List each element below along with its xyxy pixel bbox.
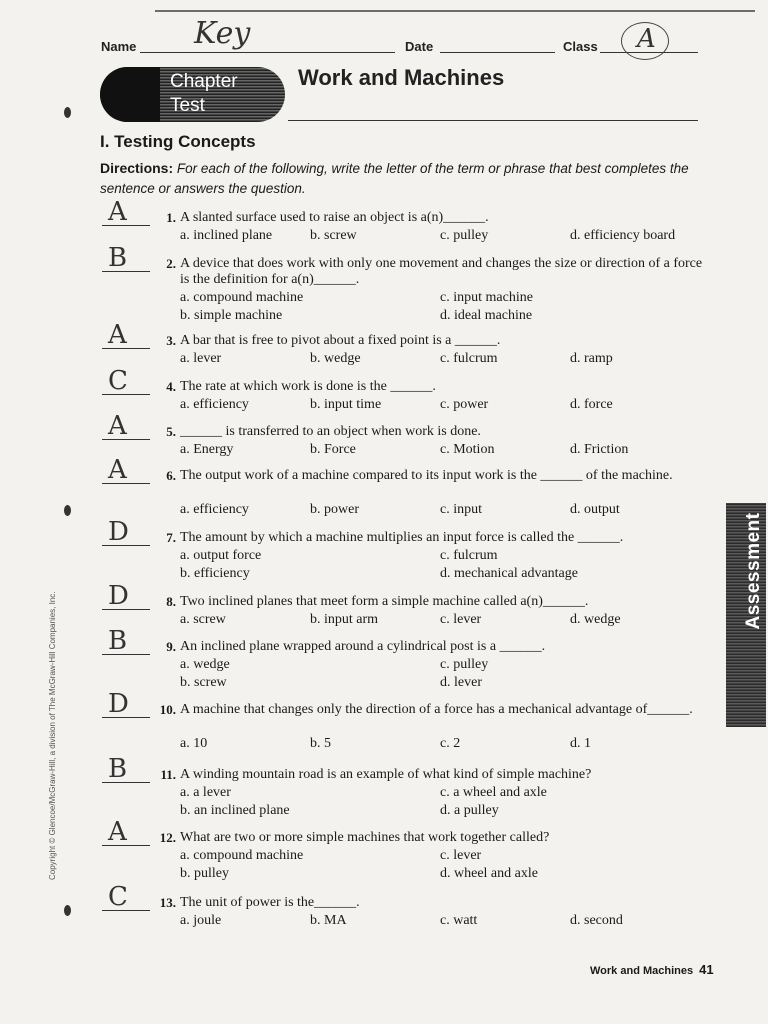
option-text: joule xyxy=(193,913,222,928)
option-a xyxy=(180,502,249,518)
option-text: 1 xyxy=(584,736,591,751)
question-number: 5. xyxy=(166,424,176,439)
question-7 xyxy=(100,517,710,588)
option-text: lever xyxy=(453,612,482,627)
option-letter: d. xyxy=(570,442,581,457)
option-text: wheel and axle xyxy=(454,866,538,881)
option-letter: c. xyxy=(440,736,450,751)
question-stem: A bar that is free to pivot about a fixed point is a ______. xyxy=(180,333,501,348)
option-text: input time xyxy=(324,397,382,412)
option-text: a pulley xyxy=(454,803,499,818)
option-text: screw xyxy=(324,228,357,243)
name-line xyxy=(140,52,395,53)
handwritten-answer: B xyxy=(108,626,128,656)
option-a xyxy=(180,351,221,367)
option-letter: d. xyxy=(570,612,581,627)
option-text: pulley xyxy=(194,866,229,881)
option-letter: a. xyxy=(180,442,190,457)
option-text: input arm xyxy=(324,612,379,627)
option-letter: b. xyxy=(310,736,321,751)
option-d xyxy=(570,502,620,518)
page-title: Work and Machines xyxy=(298,65,505,90)
option-letter: b. xyxy=(180,803,191,818)
question-stem: A winding mountain road is an example of what kind of simple machine? xyxy=(180,767,592,782)
option-letter: b. xyxy=(310,502,321,517)
option-letter: b. xyxy=(310,442,321,457)
option-text: inclined plane xyxy=(193,228,273,243)
option-text: watt xyxy=(453,913,478,928)
option-text: 5 xyxy=(324,736,331,751)
handwritten-answer: A xyxy=(108,817,127,847)
option-c xyxy=(440,548,498,564)
option-text: second xyxy=(584,913,623,928)
option-letter: b. xyxy=(180,675,191,690)
option-c xyxy=(440,848,481,864)
question-stem: The rate at which work is done is the ______. xyxy=(180,379,436,394)
question-9 xyxy=(100,626,710,697)
option-d xyxy=(570,612,621,628)
option-b xyxy=(310,502,359,518)
option-letter: b. xyxy=(180,566,191,581)
class-label: Class xyxy=(563,39,598,54)
answer-blank[interactable] xyxy=(102,517,150,547)
option-text: an inclined plane xyxy=(194,803,290,818)
option-c xyxy=(440,785,547,801)
question-number: 1. xyxy=(166,210,176,225)
punch-hole-middle xyxy=(64,505,71,516)
question-6 xyxy=(100,455,710,526)
handwritten-answer: C xyxy=(108,882,128,912)
option-text: power xyxy=(453,397,489,412)
question-13 xyxy=(100,882,710,953)
question-number: 10. xyxy=(159,702,176,717)
answer-blank[interactable] xyxy=(102,455,150,485)
option-text: Motion xyxy=(453,442,495,457)
option-d xyxy=(570,913,623,929)
option-letter: a. xyxy=(180,351,190,366)
option-text: efficiency xyxy=(194,566,250,581)
handwritten-answer: A xyxy=(108,455,127,485)
question-stem: What are two or more simple machines that work together called? xyxy=(180,830,550,845)
section-heading: I. Testing Concepts xyxy=(100,132,256,151)
option-text: efficiency xyxy=(193,397,249,412)
answer-blank[interactable] xyxy=(102,411,150,441)
question-stem: The unit of power is the______. xyxy=(180,895,360,910)
option-d xyxy=(570,228,675,244)
option-text: pulley xyxy=(453,228,489,243)
handwritten-answer: A xyxy=(108,411,127,441)
question-stem: An inclined plane wrapped around a cylindrical post is a ______. xyxy=(180,639,546,654)
option-letter: c. xyxy=(440,657,450,672)
option-d xyxy=(440,566,578,582)
question-number: 12. xyxy=(159,830,176,845)
answer-blank[interactable] xyxy=(102,581,150,611)
option-letter: c. xyxy=(440,848,450,863)
option-text: wedge xyxy=(324,351,361,366)
question-number: 6. xyxy=(166,468,176,483)
chapter-badge-line2: Test xyxy=(170,95,205,116)
question-11 xyxy=(100,754,710,825)
option-text: fulcrum xyxy=(453,548,498,563)
page-number: 41 xyxy=(699,962,714,977)
question-number: 4. xyxy=(166,379,176,394)
option-letter: d. xyxy=(570,502,581,517)
option-d xyxy=(570,351,613,367)
option-letter: a. xyxy=(180,913,190,928)
option-a xyxy=(180,397,249,413)
question-stem: The output work of a machine compared to its input work is the ______ of the machine. xyxy=(180,468,673,483)
answer-blank[interactable] xyxy=(102,320,150,350)
option-letter: d. xyxy=(570,351,581,366)
option-letter: c. xyxy=(440,612,450,627)
answer-blank[interactable] xyxy=(102,626,150,656)
option-letter: a. xyxy=(180,290,190,305)
option-b xyxy=(310,736,331,752)
option-text: ramp xyxy=(584,351,613,366)
question-stem: ______ is transferred to an object when work is done. xyxy=(180,424,481,439)
punch-hole-bottom xyxy=(64,905,71,916)
question-stem: A slanted surface used to raise an object is a(n)______. xyxy=(180,210,489,225)
option-letter: c. xyxy=(440,548,450,563)
option-text: wedge xyxy=(193,657,230,672)
option-text: compound machine xyxy=(193,290,304,305)
option-text: input xyxy=(453,502,482,517)
answer-blank[interactable] xyxy=(102,754,150,784)
option-letter: d. xyxy=(440,675,451,690)
question-10 xyxy=(100,689,710,760)
question-number: 2. xyxy=(166,256,176,271)
option-text: screw xyxy=(194,675,227,690)
option-a xyxy=(180,612,226,628)
option-a xyxy=(180,442,233,458)
option-b xyxy=(180,866,229,882)
option-letter: c. xyxy=(440,351,450,366)
option-c xyxy=(440,502,482,518)
option-text: a wheel and axle xyxy=(453,785,547,800)
question-number: 11. xyxy=(160,767,176,782)
question-stem: A machine that changes only the direction of a force has a mechanical advantage of______. xyxy=(180,702,693,717)
option-text: lever xyxy=(193,351,222,366)
option-a xyxy=(180,548,261,564)
option-letter: c. xyxy=(440,913,450,928)
option-letter: a. xyxy=(180,228,190,243)
name-label: Name xyxy=(101,39,137,54)
option-d xyxy=(440,308,532,324)
option-letter: d. xyxy=(570,228,581,243)
title-rule xyxy=(288,120,698,121)
option-letter: b. xyxy=(180,308,191,323)
option-text: lever xyxy=(453,848,482,863)
option-b xyxy=(310,612,378,628)
option-d xyxy=(570,397,613,413)
question-number: 3. xyxy=(166,333,176,348)
option-text: mechanical advantage xyxy=(454,566,578,581)
option-letter: a. xyxy=(180,736,190,751)
option-text: output force xyxy=(193,548,262,563)
copyright-notice: Copyright © Glencoe/McGraw-Hill, a division of The McGraw-Hill Companies, Inc. xyxy=(48,591,57,880)
question-number: 9. xyxy=(166,639,176,654)
option-text: 10 xyxy=(193,736,208,751)
option-b xyxy=(310,913,347,929)
handwritten-answer: B xyxy=(108,754,128,784)
handwritten-answer: A xyxy=(108,197,127,227)
option-text: input machine xyxy=(453,290,533,305)
option-letter: a. xyxy=(180,657,190,672)
option-text: efficiency board xyxy=(584,228,676,243)
option-text: pulley xyxy=(453,657,489,672)
question-12 xyxy=(100,817,710,888)
handwritten-answer: A xyxy=(108,320,127,350)
option-text: efficiency xyxy=(193,502,249,517)
option-text: MA xyxy=(324,913,347,928)
option-letter: d. xyxy=(440,308,451,323)
option-text: screw xyxy=(193,612,226,627)
option-letter: d. xyxy=(570,913,581,928)
option-a xyxy=(180,736,207,752)
option-d xyxy=(440,866,538,882)
directions xyxy=(100,158,700,199)
option-letter: a. xyxy=(180,502,190,517)
option-a xyxy=(180,848,303,864)
option-letter: c. xyxy=(440,442,450,457)
question-stem: The amount by which a machine multiplies an input force is called the ______. xyxy=(180,530,624,545)
scan-top-line xyxy=(155,10,755,12)
option-a xyxy=(180,228,272,244)
option-c xyxy=(440,290,533,306)
handwritten-answer: C xyxy=(108,366,128,396)
answer-blank[interactable] xyxy=(102,366,150,396)
option-text: wedge xyxy=(584,612,621,627)
answer-blank[interactable] xyxy=(102,689,150,719)
option-letter: c. xyxy=(440,290,450,305)
option-text: fulcrum xyxy=(453,351,498,366)
option-c xyxy=(440,228,488,244)
question-stem: A device that does work with only one movement and changes the size or direction of a force is the definition for a(n)______. xyxy=(180,256,703,287)
option-text: output xyxy=(584,502,620,517)
answer-blank[interactable] xyxy=(102,817,150,847)
class-handwriting: A xyxy=(637,24,656,54)
question-number: 13. xyxy=(159,895,176,910)
option-c xyxy=(440,913,477,929)
option-text: Force xyxy=(324,442,356,457)
handwritten-answer: D xyxy=(108,517,129,547)
option-b xyxy=(310,351,361,367)
option-letter: b. xyxy=(180,866,191,881)
option-letter: b. xyxy=(310,351,321,366)
option-c xyxy=(440,736,460,752)
option-text: compound machine xyxy=(193,848,304,863)
option-letter: c. xyxy=(440,228,450,243)
option-d xyxy=(570,736,591,752)
option-text: force xyxy=(584,397,613,412)
option-letter: d. xyxy=(570,736,581,751)
option-b xyxy=(180,803,290,819)
option-letter: c. xyxy=(440,785,450,800)
handwritten-answer: B xyxy=(108,243,128,273)
side-tab-label: Assessment xyxy=(743,512,764,630)
option-letter: a. xyxy=(180,548,190,563)
date-label: Date xyxy=(405,39,434,54)
option-letter: c. xyxy=(440,502,450,517)
option-text: ideal machine xyxy=(454,308,533,323)
option-letter: d. xyxy=(440,866,451,881)
question-number: 8. xyxy=(166,594,176,609)
option-d xyxy=(570,442,628,458)
option-c xyxy=(440,612,481,628)
name-handwriting: Key xyxy=(194,16,251,51)
option-letter: a. xyxy=(180,848,190,863)
option-a xyxy=(180,290,303,306)
option-c xyxy=(440,442,494,458)
option-a xyxy=(180,785,231,801)
date-line xyxy=(440,52,555,53)
option-b xyxy=(310,228,357,244)
footer-title: Work and Machines xyxy=(590,965,694,977)
directions-text: For each of the following, write the letter of the term or phrase that best completes the sentence or answers the question. xyxy=(100,161,689,196)
option-c xyxy=(440,351,498,367)
assessment-side-tab xyxy=(726,503,766,727)
question-number: 7. xyxy=(166,530,176,545)
option-letter: d. xyxy=(440,803,451,818)
handwritten-answer: D xyxy=(108,581,129,611)
option-text: Friction xyxy=(584,442,629,457)
option-text: a lever xyxy=(193,785,231,800)
chapter-badge-line1: Chapter xyxy=(170,71,238,92)
option-b xyxy=(310,397,381,413)
option-letter: a. xyxy=(180,785,190,800)
option-c xyxy=(440,397,488,413)
directions-label: Directions: xyxy=(100,160,174,176)
answer-blank[interactable] xyxy=(102,243,150,273)
answer-blank[interactable] xyxy=(102,197,150,227)
option-letter: d. xyxy=(570,397,581,412)
option-b xyxy=(180,566,250,582)
question-2 xyxy=(100,243,710,323)
page-footer xyxy=(590,962,714,977)
option-c xyxy=(440,657,488,673)
option-letter: c. xyxy=(440,397,450,412)
answer-blank[interactable] xyxy=(102,882,150,912)
option-text: 2 xyxy=(453,736,461,751)
option-text: simple machine xyxy=(194,308,283,323)
option-letter: b. xyxy=(310,397,321,412)
option-d xyxy=(440,803,499,819)
option-b xyxy=(310,442,356,458)
option-letter: d. xyxy=(440,566,451,581)
option-letter: b. xyxy=(310,612,321,627)
option-a xyxy=(180,913,221,929)
option-letter: b. xyxy=(310,228,321,243)
question-stem: Two inclined planes that meet form a simple machine called a(n)______. xyxy=(180,594,589,609)
punch-hole-top xyxy=(64,107,71,118)
option-d xyxy=(440,675,482,691)
handwritten-answer: D xyxy=(108,689,129,719)
option-letter: b. xyxy=(310,913,321,928)
option-text: Energy xyxy=(193,442,234,457)
option-letter: a. xyxy=(180,397,190,412)
option-b xyxy=(180,308,282,324)
option-a xyxy=(180,657,230,673)
option-letter: a. xyxy=(180,612,190,627)
option-b xyxy=(180,675,227,691)
option-text: power xyxy=(324,502,359,517)
option-text: lever xyxy=(454,675,482,690)
